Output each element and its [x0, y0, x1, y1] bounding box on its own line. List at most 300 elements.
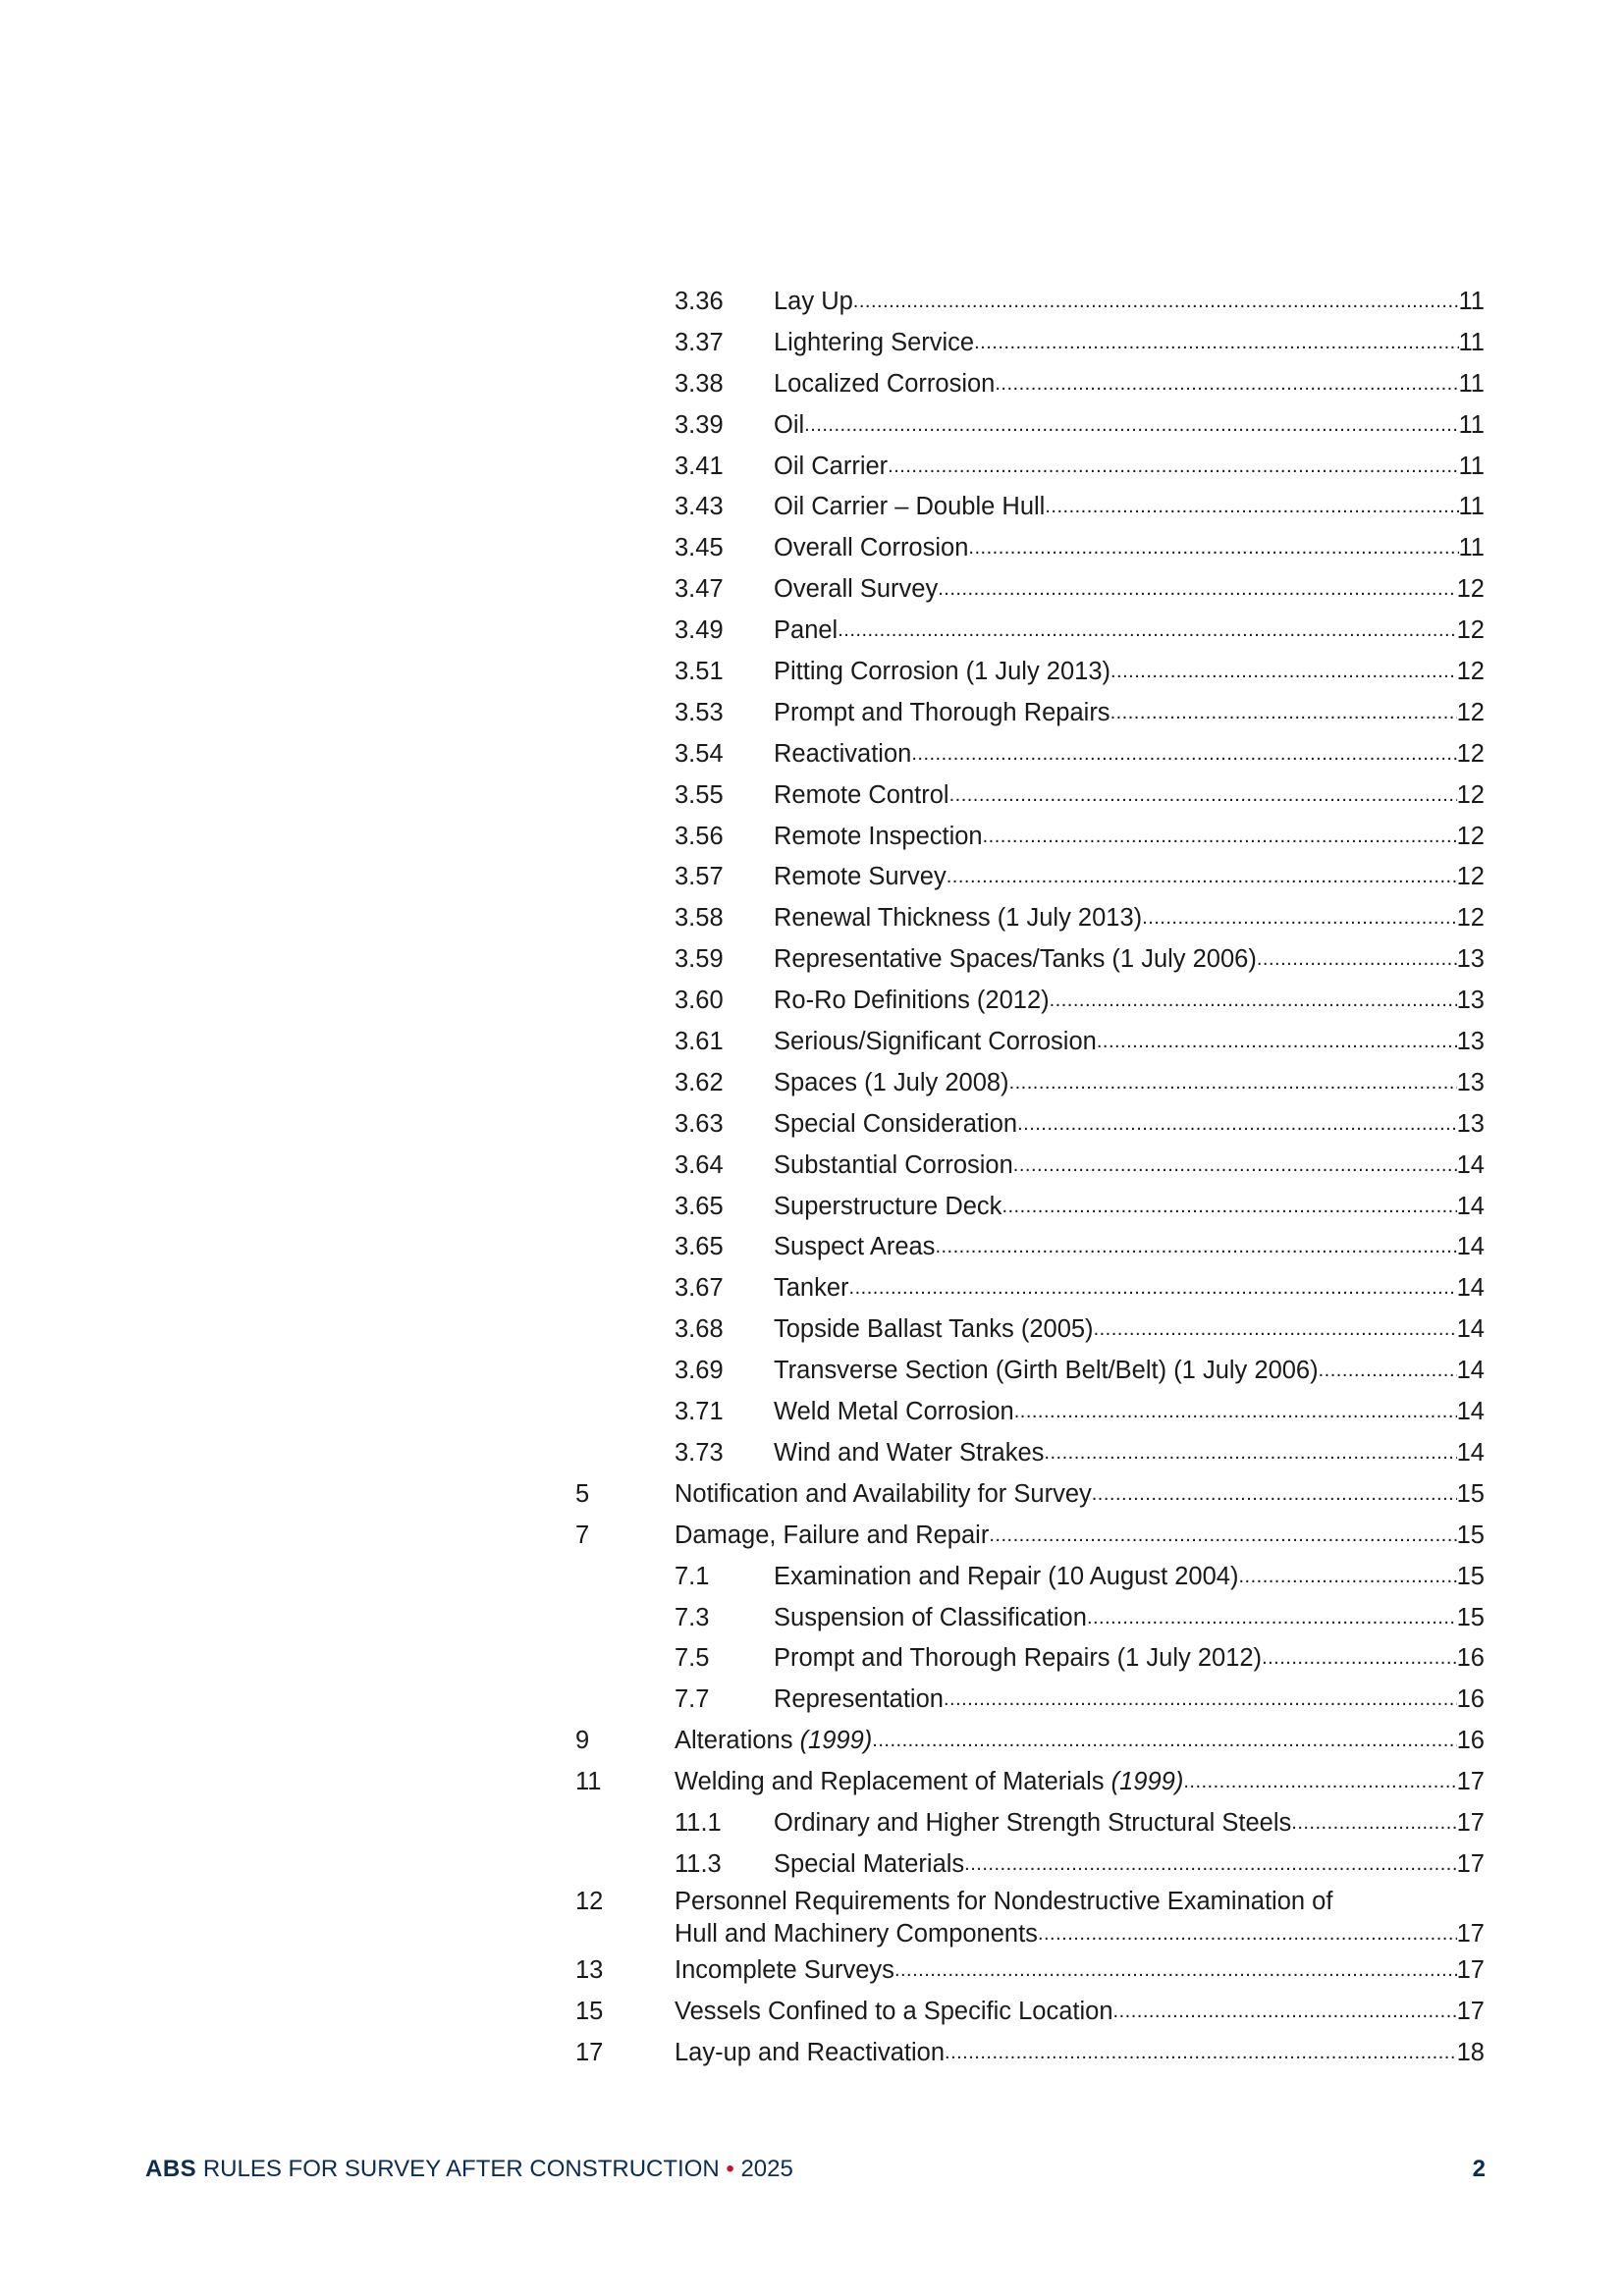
toc-entry-page[interactable]: 11 — [1458, 369, 1485, 398]
dot-leader — [1291, 1803, 1456, 1844]
toc-entry-title[interactable] — [774, 447, 888, 488]
toc-entry-page[interactable]: 13 — [1456, 1109, 1485, 1138]
toc-entry-page[interactable]: 15 — [1456, 1603, 1485, 1631]
toc-entry-title[interactable] — [675, 1762, 1183, 1803]
toc-entry[interactable] — [575, 817, 1485, 858]
toc-entry-title-line — [774, 1309, 1485, 1351]
dot-leader — [849, 1268, 1457, 1309]
dot-leader — [1001, 1187, 1456, 1228]
toc-entry-title[interactable] — [675, 1721, 872, 1762]
toc-entry-title-line — [774, 1063, 1485, 1104]
toc-entry-page[interactable]: 15 — [1456, 1562, 1485, 1590]
toc-entry-page[interactable]: 12 — [1456, 616, 1485, 645]
toc-entry-title[interactable] — [774, 1063, 1009, 1104]
toc-entry[interactable] — [575, 1474, 1485, 1516]
toc-entry[interactable] — [575, 1146, 1485, 1187]
toc-entry-page[interactable]: 17 — [1456, 1919, 1485, 1948]
table-of-contents — [575, 282, 1485, 2073]
toc-entry-title-text: Reactivation — [774, 739, 912, 768]
dot-leader — [1009, 1063, 1457, 1104]
toc-entry[interactable] — [575, 1557, 1485, 1598]
toc-entry[interactable] — [575, 1680, 1485, 1721]
toc-entry[interactable] — [575, 1392, 1485, 1433]
toc-entry-page[interactable]: 12 — [1456, 780, 1485, 809]
toc-entry-title-text: Topside Ballast Tanks (2005) — [774, 1315, 1094, 1344]
toc-entry-title[interactable] — [774, 817, 983, 858]
toc-entry-title-text: Ro-Ro Definitions (2012) — [774, 987, 1050, 1015]
toc-entry-title-text: Prompt and Thorough Repairs — [774, 698, 1110, 726]
dot-leader — [1110, 693, 1457, 734]
dot-leader — [1262, 1638, 1457, 1680]
toc-entry-page[interactable]: 15 — [1456, 1479, 1485, 1508]
toc-entry-title[interactable] — [774, 857, 947, 898]
toc-entry[interactable] — [575, 1992, 1485, 2033]
toc-entry[interactable] — [575, 447, 1485, 488]
toc-entry-title[interactable] — [675, 2033, 945, 2074]
toc-entry-title[interactable] — [774, 1227, 935, 1268]
toc-entry[interactable] — [575, 1762, 1485, 1803]
toc-entry-title-text: Special Materials — [774, 1849, 965, 1878]
toc-entry-title[interactable] — [774, 1187, 1001, 1228]
toc-entry[interactable] — [575, 1187, 1485, 1228]
toc-entry[interactable] — [575, 652, 1485, 693]
toc-entry[interactable] — [575, 1433, 1485, 1474]
toc-entry-title-line — [774, 1598, 1485, 1639]
toc-entry-title-text: Notification and Availability for Survey — [675, 1479, 1092, 1508]
toc-entry-title-text: Damage, Failure and Repair — [675, 1521, 990, 1549]
dot-leader — [888, 447, 1458, 488]
toc-entry-number: 3.54 — [675, 739, 724, 768]
toc-entry[interactable] — [575, 1351, 1485, 1392]
toc-entry-number: 11 — [575, 1768, 602, 1796]
toc-entry-page[interactable]: 14 — [1456, 1398, 1485, 1426]
toc-entry-title-text: Lay-up and Reactivation — [675, 2038, 946, 2066]
dot-leader — [872, 1721, 1456, 1762]
toc-entry-title-line — [774, 528, 1485, 569]
toc-entry-number: 7.3 — [675, 1603, 710, 1631]
dot-leader — [804, 405, 1458, 447]
toc-entry-title[interactable] — [774, 1557, 1238, 1598]
toc-entry-title-text: Oil Carrier — [774, 452, 889, 480]
toc-entry[interactable] — [575, 693, 1485, 734]
toc-entry-page[interactable]: 17 — [1456, 1768, 1485, 1796]
toc-entry-number: 3.63 — [675, 1109, 724, 1138]
toc-entry-number: 7 — [575, 1521, 590, 1549]
toc-entry-title-line — [675, 1762, 1485, 1803]
toc-entry-title-line — [774, 981, 1485, 1022]
toc-entry-title-line — [774, 1022, 1485, 1063]
toc-entry-title[interactable] — [774, 1638, 1262, 1680]
toc-entry-page[interactable]: 13 — [1456, 945, 1485, 974]
toc-entry-title-line — [774, 611, 1485, 652]
dot-leader — [1110, 652, 1457, 693]
toc-entry-title[interactable] — [675, 1918, 1038, 1950]
toc-entry-page[interactable]: 14 — [1456, 1315, 1485, 1344]
toc-entry-title-line — [774, 405, 1485, 447]
dot-leader — [1142, 898, 1456, 939]
toc-entry-title-line — [675, 1721, 1485, 1762]
toc-entry-title-line — [774, 1187, 1485, 1228]
dot-leader — [1238, 1557, 1456, 1598]
toc-entry-number: 3.64 — [675, 1150, 724, 1179]
toc-entry-title-line — [774, 323, 1485, 364]
dot-leader — [838, 611, 1456, 652]
dot-leader — [935, 1227, 1456, 1268]
toc-entry-title[interactable] — [774, 1598, 1087, 1639]
toc-entry-title-line — [675, 1516, 1485, 1557]
dot-leader — [1013, 1146, 1457, 1187]
dot-leader — [1097, 1022, 1457, 1063]
toc-entry-page[interactable]: 12 — [1456, 739, 1485, 768]
toc-entry-page[interactable]: 11 — [1458, 452, 1485, 480]
toc-entry[interactable] — [575, 1022, 1485, 1063]
toc-entry-number: 3.61 — [675, 1028, 724, 1056]
toc-entry-title-line — [774, 487, 1485, 528]
toc-entry-title-date: (1999) — [1110, 1768, 1184, 1796]
toc-entry-number: 7.7 — [675, 1685, 710, 1714]
toc-entry-title-line — [774, 734, 1485, 775]
toc-entry[interactable] — [575, 981, 1485, 1022]
toc-entry-number: 17 — [575, 2038, 604, 2066]
toc-entry-title-line — [774, 447, 1485, 488]
toc-entry-page[interactable]: 14 — [1456, 1192, 1485, 1220]
dot-leader — [894, 1950, 1457, 1992]
toc-entry-number: 3.41 — [675, 452, 724, 480]
toc-entry-title-line — [774, 364, 1485, 405]
toc-entry-title[interactable] — [774, 1309, 1094, 1351]
toc-entry-title[interactable] — [774, 775, 949, 817]
dot-leader — [1044, 1433, 1456, 1474]
dot-leader — [968, 528, 1458, 569]
toc-entry-title-line — [774, 1433, 1485, 1474]
toc-entry[interactable] — [575, 323, 1485, 364]
toc-entry[interactable] — [575, 611, 1485, 652]
toc-entry-title-line — [774, 1351, 1485, 1392]
toc-entry[interactable] — [575, 1803, 1485, 1844]
toc-entry-page[interactable]: 17 — [1456, 1955, 1485, 1984]
toc-entry-title-text: Serious/Significant Corrosion — [774, 1028, 1097, 1056]
toc-entry-title-text: Suspension of Classification — [774, 1603, 1087, 1631]
toc-entry[interactable] — [575, 1598, 1485, 1639]
toc-entry-title-text: Renewal Thickness (1 July 2013) — [774, 904, 1143, 933]
toc-entry-page[interactable]: 12 — [1456, 822, 1485, 850]
dot-leader — [944, 1680, 1457, 1721]
toc-entry-title[interactable] — [774, 1104, 1017, 1146]
toc-entry-title[interactable] — [774, 734, 911, 775]
toc-entry-number: 3.55 — [675, 780, 724, 809]
toc-entry-title[interactable] — [675, 1888, 1332, 1915]
toc-entry-number: 3.47 — [675, 575, 724, 604]
toc-entry-number: 3.60 — [675, 987, 724, 1015]
toc-entry-number: 12 — [575, 1887, 604, 1915]
toc-entry-page[interactable]: 14 — [1456, 1233, 1485, 1261]
toc-entry-number: 3.36 — [675, 288, 724, 315]
toc-entry-title[interactable] — [774, 1351, 1319, 1392]
toc-entry-title-line — [774, 857, 1485, 898]
toc-entry-page[interactable]: 11 — [1458, 328, 1485, 356]
toc-entry-page[interactable]: 11 — [1458, 493, 1485, 521]
toc-entry-number: 3.57 — [675, 863, 724, 891]
toc-entry-title[interactable] — [774, 898, 1142, 939]
toc-entry-title-line — [774, 817, 1485, 858]
toc-entry-number: 3.62 — [675, 1068, 724, 1096]
toc-entry-title-line — [675, 1474, 1485, 1516]
toc-entry-number: 3.39 — [675, 410, 724, 439]
dot-leader — [1038, 1918, 1457, 1950]
toc-entry-title-text: Spaces (1 July 2008) — [774, 1068, 1009, 1096]
toc-entry[interactable] — [575, 487, 1485, 528]
toc-entry-title-line — [774, 1638, 1485, 1680]
dot-leader — [1087, 1598, 1457, 1639]
dot-leader — [989, 1516, 1456, 1557]
dot-leader — [853, 282, 1459, 323]
toc-entry-number: 3.58 — [675, 904, 724, 933]
toc-entry-number: 3.49 — [675, 616, 724, 645]
toc-entry-title-text: Remote Inspection — [774, 822, 983, 850]
toc-entry[interactable] — [575, 857, 1485, 898]
toc-entry-page[interactable]: 11 — [1458, 410, 1485, 439]
toc-entry-title-line — [675, 2033, 1485, 2074]
toc-entry-number: 3.71 — [675, 1398, 724, 1426]
toc-entry-title[interactable] — [774, 364, 995, 405]
toc-entry[interactable] — [575, 2033, 1485, 2074]
toc-entry-title-text: Weld Metal Corrosion — [774, 1398, 1014, 1426]
toc-entry-title-text: Representation — [774, 1685, 944, 1714]
toc-entry-number: 13 — [575, 1955, 604, 1984]
toc-entry-title[interactable] — [774, 1680, 944, 1721]
toc-entry-page[interactable]: 14 — [1456, 1274, 1485, 1303]
toc-entry-title[interactable] — [774, 1392, 1014, 1433]
toc-entry-page[interactable]: 16 — [1456, 1727, 1485, 1755]
toc-entry-title[interactable] — [774, 323, 974, 364]
dot-leader — [947, 857, 1457, 898]
toc-entry-page[interactable]: 16 — [1456, 1685, 1485, 1714]
toc-entry[interactable] — [575, 1516, 1485, 1557]
toc-entry[interactable] — [575, 1268, 1485, 1309]
toc-entry[interactable] — [575, 1886, 1485, 1950]
dot-leader — [983, 817, 1457, 858]
page-footer — [145, 2156, 1486, 2185]
toc-entry-number: 7.5 — [675, 1644, 710, 1673]
toc-entry-page[interactable]: 17 — [1456, 1997, 1485, 2025]
footer-title: RULES FOR SURVEY AFTER CONSTRUCTION — [196, 2156, 727, 2182]
dot-leader — [974, 323, 1458, 364]
toc-entry[interactable] — [575, 1104, 1485, 1146]
dot-leader — [1017, 1104, 1457, 1146]
toc-entry-title[interactable] — [774, 939, 1257, 981]
toc-entry-title[interactable] — [774, 1268, 849, 1309]
toc-entry-title[interactable] — [774, 528, 968, 569]
toc-entry[interactable] — [575, 1950, 1485, 1992]
toc-entry-page[interactable]: 12 — [1456, 863, 1485, 891]
toc-entry-title[interactable] — [774, 611, 838, 652]
footer-year: 2025 — [733, 2156, 793, 2182]
toc-entry[interactable] — [575, 1063, 1485, 1104]
toc-entry-title-text: Ordinary and Higher Strength Structural Steels — [774, 1808, 1292, 1837]
dot-leader — [1183, 1762, 1456, 1803]
toc-entry-title-text: Overall Survey — [774, 575, 939, 604]
dot-leader — [1319, 1351, 1457, 1392]
toc-entry-title-text: Panel — [774, 616, 839, 645]
toc-entry[interactable] — [575, 775, 1485, 817]
toc-entry-page[interactable]: 16 — [1456, 1644, 1485, 1673]
toc-entry-page[interactable]: 11 — [1458, 288, 1485, 315]
toc-entry-title[interactable] — [774, 282, 853, 323]
toc-entry-page[interactable]: 12 — [1456, 658, 1485, 686]
toc-entry-number: 3.73 — [675, 1438, 724, 1467]
toc-entry-title-text: Incomplete Surveys — [675, 1955, 894, 1984]
toc-entry-title-text: Transverse Section (Girth Belt/Belt) (1 July 2006) — [774, 1357, 1319, 1385]
toc-entry-title-line — [774, 1146, 1485, 1187]
toc-entry-number: 3.38 — [675, 369, 724, 398]
page-number: 2 — [1472, 2156, 1486, 2182]
dot-leader — [911, 734, 1456, 775]
toc-entry-number: 3.65 — [675, 1192, 724, 1220]
dot-leader — [938, 569, 1456, 611]
toc-entry-number: 3.45 — [675, 534, 724, 562]
toc-entry-page[interactable]: 13 — [1456, 1068, 1485, 1096]
toc-entry-title-text: Personnel Requirements for Nondestructive Examination of — [675, 1887, 1333, 1915]
toc-entry-title-text: Overall Corrosion — [774, 534, 969, 562]
toc-entry[interactable] — [575, 1227, 1485, 1268]
toc-entry-title-text: Special Consideration — [774, 1109, 1018, 1138]
toc-entry-page[interactable]: 17 — [1456, 1849, 1485, 1878]
toc-entry-title[interactable] — [774, 405, 804, 447]
toc-entry-title-line — [774, 1844, 1485, 1886]
toc-entry[interactable] — [575, 939, 1485, 981]
dot-leader — [1257, 939, 1457, 981]
toc-entry-number: 11.3 — [675, 1849, 722, 1878]
dot-leader — [949, 775, 1457, 817]
toc-entry-title[interactable] — [774, 652, 1110, 693]
toc-entry-title-text: Welding and Replacement of Materials — [675, 1768, 1111, 1796]
toc-entry-number: 3.56 — [675, 822, 724, 850]
toc-entry-number: 3.65 — [675, 1233, 724, 1261]
toc-entry-page[interactable]: 13 — [1456, 987, 1485, 1015]
toc-entry-number: 3.53 — [675, 698, 724, 726]
toc-entry-number: 3.67 — [675, 1274, 724, 1303]
toc-entry-title[interactable] — [774, 1844, 964, 1886]
toc-entry[interactable] — [575, 1721, 1485, 1762]
dot-leader — [995, 364, 1458, 405]
toc-entry-title-line — [774, 1268, 1485, 1309]
toc-entry-number: 3.51 — [675, 658, 724, 686]
toc-entry-title[interactable] — [774, 1803, 1291, 1844]
toc-entry-title-line — [774, 569, 1485, 611]
dot-leader — [1045, 487, 1458, 528]
toc-entry[interactable] — [575, 1638, 1485, 1680]
toc-entry[interactable] — [575, 569, 1485, 611]
toc-entry-title-line — [774, 1557, 1485, 1598]
toc-entry-title[interactable] — [675, 1992, 1113, 2033]
toc-entry-number: 11.1 — [675, 1808, 722, 1837]
toc-entry-title-text: Lightering Service — [774, 328, 975, 356]
toc-entry-title-text: Suspect Areas — [774, 1233, 936, 1261]
toc-entry-title-text: Representative Spaces/Tanks (1 July 2006) — [774, 945, 1257, 974]
toc-entry-page[interactable]: 12 — [1456, 904, 1485, 933]
toc-entry-title-text: Substantial Corrosion — [774, 1150, 1013, 1179]
toc-entry-title-text: Vessels Confined to a Specific Location — [675, 1997, 1113, 2025]
toc-entry-title[interactable] — [774, 569, 938, 611]
toc-entry-number: 5 — [575, 1479, 590, 1508]
toc-entry-title-line — [774, 1803, 1485, 1844]
toc-entry-number: 3.43 — [675, 493, 724, 521]
toc-entry-title-text: Pitting Corrosion (1 July 2013) — [774, 658, 1110, 686]
toc-entry-number: 3.69 — [675, 1357, 724, 1385]
toc-entry[interactable] — [575, 898, 1485, 939]
toc-entry-title-line — [774, 282, 1485, 323]
toc-entry-title-text: Hull and Machinery Components — [675, 1919, 1038, 1948]
toc-entry-title-text: Prompt and Thorough Repairs (1 July 2012) — [774, 1644, 1263, 1673]
toc-entry-title-line — [774, 652, 1485, 693]
toc-entry-title-line — [774, 775, 1485, 817]
toc-entry-number: 9 — [575, 1727, 590, 1755]
toc-entry-page[interactable]: 12 — [1456, 698, 1485, 726]
toc-entry[interactable] — [575, 1844, 1485, 1886]
toc-entry-number: 15 — [575, 1997, 604, 2025]
toc-entry-page[interactable]: 12 — [1456, 575, 1485, 604]
toc-entry-number: 3.68 — [675, 1315, 724, 1344]
dot-leader — [964, 1844, 1456, 1886]
toc-entry-title-line — [675, 1992, 1485, 2033]
toc-entry-title-line — [774, 693, 1485, 734]
toc-entry-page[interactable]: 11 — [1458, 534, 1485, 562]
toc-entry-title-text: Oil Carrier – Double Hull — [774, 493, 1046, 521]
toc-entry[interactable] — [575, 364, 1485, 405]
toc-entry[interactable] — [575, 282, 1485, 323]
toc-entry-title[interactable] — [774, 981, 1050, 1022]
toc-entry-title-line — [774, 898, 1485, 939]
dot-leader — [945, 2033, 1457, 2074]
toc-entry-title[interactable] — [774, 693, 1110, 734]
toc-entry-title-line — [774, 1680, 1485, 1721]
toc-entry-number: 7.1 — [675, 1562, 710, 1590]
toc-entry-title-text: Superstructure Deck — [774, 1192, 1002, 1220]
toc-entry[interactable] — [575, 1309, 1485, 1351]
toc-entry-title[interactable] — [675, 1950, 894, 1992]
dot-leader — [1014, 1392, 1457, 1433]
toc-entry-page[interactable]: 18 — [1456, 2038, 1485, 2066]
toc-entry-page[interactable]: 14 — [1456, 1150, 1485, 1179]
footer-separator-bullet: • — [726, 2156, 734, 2182]
toc-entry-page[interactable]: 17 — [1456, 1808, 1485, 1837]
toc-entry-title-line — [774, 939, 1485, 981]
toc-entry-title[interactable] — [774, 487, 1045, 528]
dot-leader — [1094, 1309, 1457, 1351]
toc-entry-page[interactable]: 13 — [1456, 1028, 1485, 1056]
dot-leader — [1092, 1474, 1457, 1516]
toc-entry[interactable] — [575, 528, 1485, 569]
toc-entry[interactable] — [575, 405, 1485, 447]
toc-entry-title[interactable] — [675, 1474, 1092, 1516]
toc-entry-page[interactable]: 14 — [1456, 1357, 1485, 1385]
toc-entry[interactable] — [575, 734, 1485, 775]
toc-entry-page[interactable]: 15 — [1456, 1521, 1485, 1549]
footer-brand: ABS — [145, 2156, 197, 2182]
toc-entry-title[interactable] — [774, 1022, 1097, 1063]
toc-entry-title-text: Remote Control — [774, 780, 949, 809]
toc-entry-title-text: Oil — [774, 410, 805, 439]
toc-entry-title-line — [774, 1104, 1485, 1146]
toc-entry-title-text: Tanker — [774, 1274, 849, 1303]
toc-entry-title-text: Lay Up — [774, 288, 853, 315]
toc-entry-page[interactable]: 14 — [1456, 1438, 1485, 1467]
toc-entry-number: 3.59 — [675, 945, 724, 974]
toc-entry-number: 3.37 — [675, 328, 724, 356]
toc-entry-title[interactable] — [774, 1433, 1044, 1474]
toc-entry-title[interactable] — [675, 1516, 989, 1557]
toc-entry-title[interactable] — [774, 1146, 1013, 1187]
